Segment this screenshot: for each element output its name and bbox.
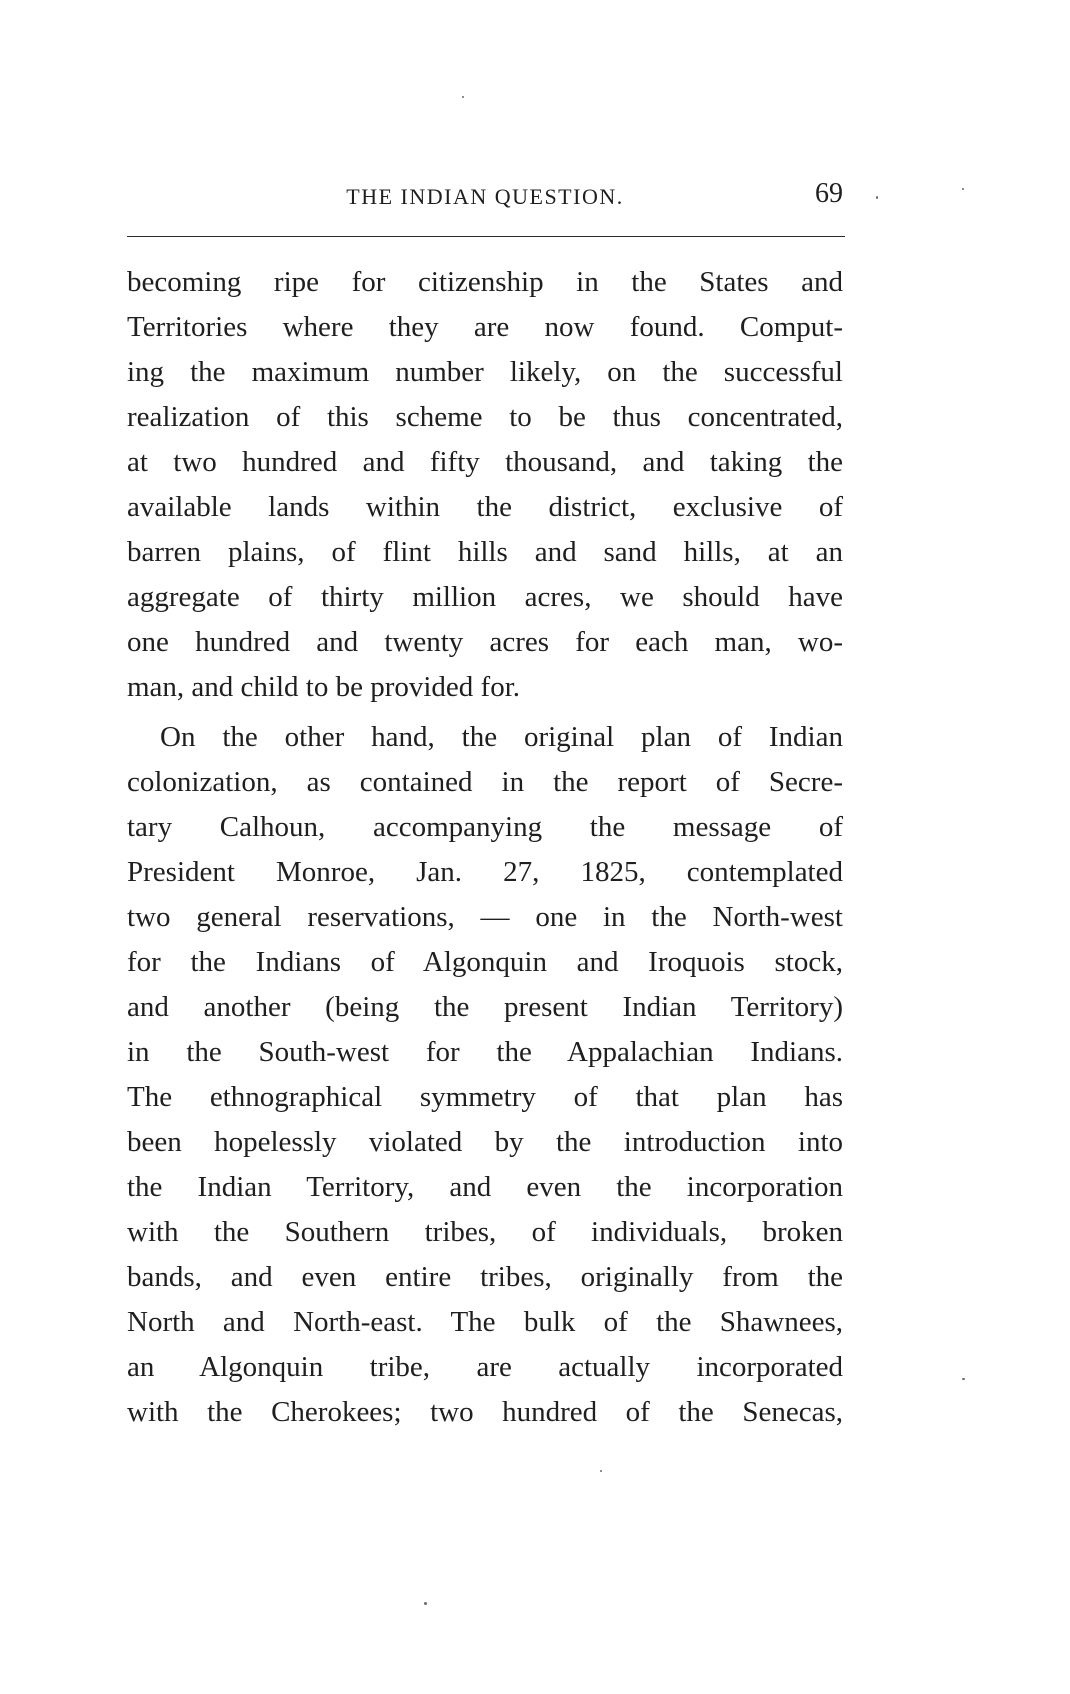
text-line: an Algonquin tribe, are actually incorporated [127,1351,843,1383]
text-line: becoming ripe for citizenship in the States and [127,266,843,298]
text-line: barren plains, of flint hills and sand hills, at an [127,536,843,568]
paper-speck [462,96,464,98]
paper-speck [962,1378,965,1380]
text-line: and another (being the present Indian Territory) [127,991,843,1023]
text-line: available lands within the district, exclusive of [127,491,843,523]
text-line: man, and child to be provided for. [127,671,521,703]
paper-speck [962,188,964,190]
text-line: at two hundred and fifty thousand, and taking the [127,446,843,478]
text-line: tary Calhoun, accompanying the message of [127,811,843,843]
text-line: been hopelessly violated by the introduction into [127,1126,843,1158]
text-line: in the South-west for the Appalachian Indians. [127,1036,843,1068]
text-line: two general reservations, — one in the North-west [127,901,843,933]
text-line: ing the maximum number likely, on the successful [127,356,843,388]
text-line: bands, and even entire tribes, originally from the [127,1261,843,1293]
header-rule [127,236,845,237]
paragraph [127,260,843,710]
page-number: 69 [815,178,843,209]
text-line: with the Cherokees; two hundred of the Senecas, [127,1396,843,1428]
body-text [127,260,843,1435]
running-head [127,178,843,218]
text-line: with the Southern tribes, of individuals, broken [127,1216,843,1248]
text-line: one hundred and twenty acres for each man, wo- [127,626,843,658]
text-line: The ethnographical symmetry of that plan has [127,1081,843,1113]
text-line: the Indian Territory, and even the incorporation [127,1171,843,1203]
paper-speck [600,1470,602,1472]
text-line: for the Indians of Algonquin and Iroquois stock, [127,946,843,978]
paper-speck [424,1602,427,1605]
text-line: colonization, as contained in the report of Secre- [127,766,843,798]
text-line: President Monroe, Jan. 27, 1825, contemplated [127,856,843,888]
text-line: On the other hand, the original plan of Indian [160,721,843,753]
text-line: North and North-east. The bulk of the Shawnees, [127,1306,843,1338]
paper-speck [876,196,878,199]
running-title: THE INDIAN QUESTION. [346,184,624,209]
text-line: realization of this scheme to be thus concentrated, [127,401,843,433]
paragraph [127,715,843,1435]
text-line: Territories where they are now found. Comput- [127,311,843,343]
text-line: aggregate of thirty million acres, we should have [127,581,843,613]
